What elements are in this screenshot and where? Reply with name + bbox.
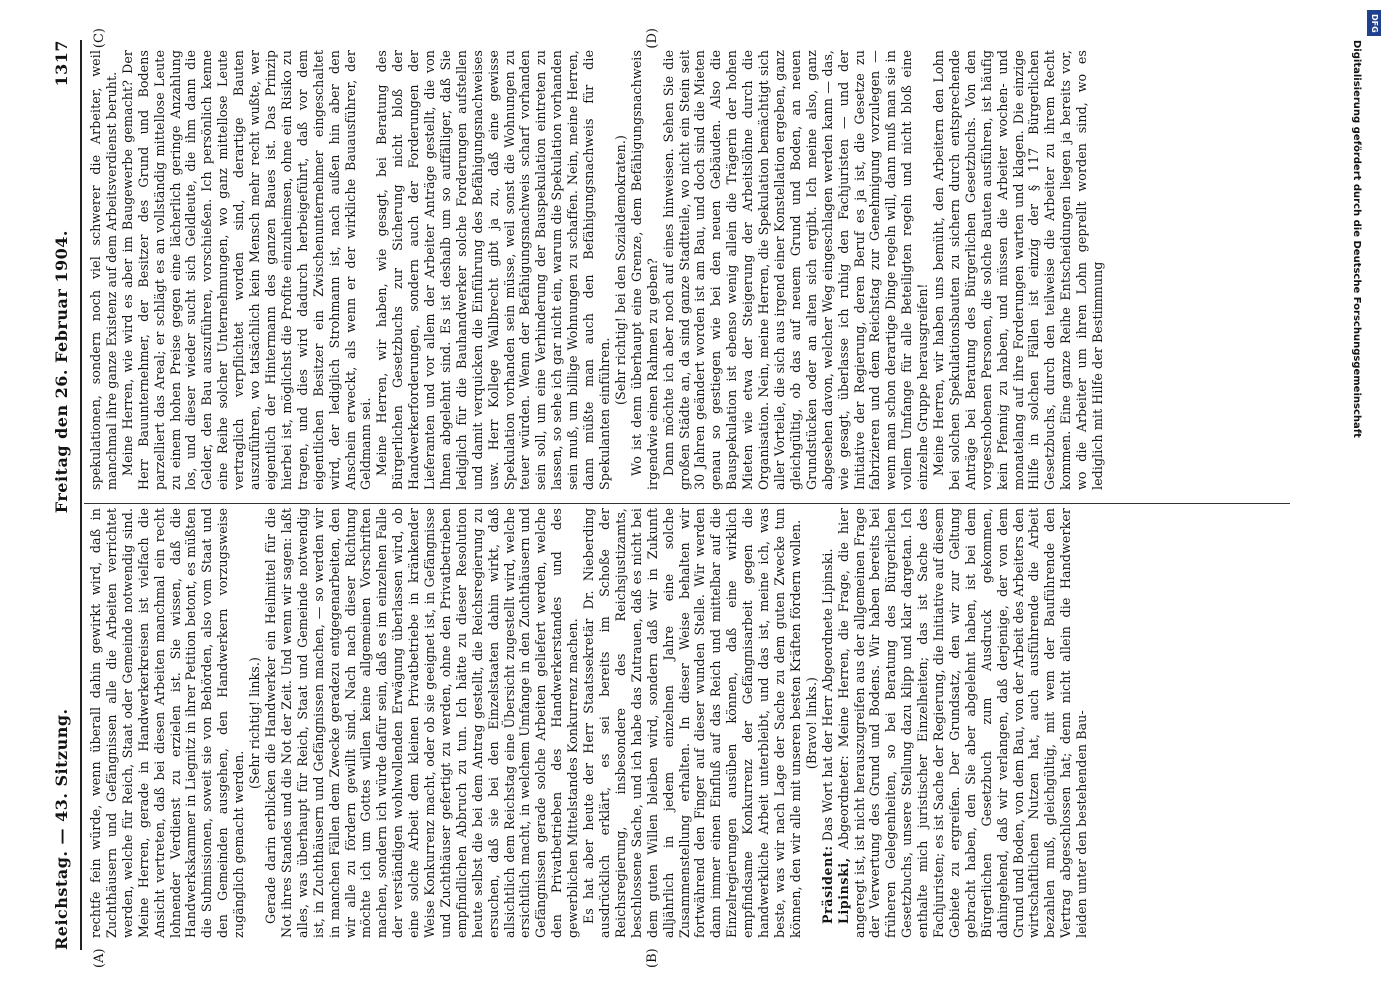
president-label: Präsident: <box>819 845 835 924</box>
right-paragraph-4: Wo ist denn überhaupt eine Grenze, dem Befähigungsnachweis irgendwie einen Rahmen zu geben? <box>628 50 660 490</box>
margin-marker-c: (C) <box>92 28 107 49</box>
session-title: Reichstag. — 43. Sitzung. <box>52 708 71 950</box>
right-paragraph-3: Meine Herren, wir haben, wie gesagt, bei Beratung des Bürgerlichen Gesetzbuchs zur Sicherung nicht bloß der Handwerkerforderungen, sondern auch der Forderungen der Lieferanten und vor allem der Arbeiter Anträge gestellt, die von Ihnen abgelehnt sind. Es ist deshalb um so auffälliger, daß Sie lediglich für die Bauhandwerker solche Forderungen aufstellen und damit verquicken die Einführung des Befähigungsnachweises usw. Herr Kollege Wallbrecht gibt ja zu, daß eine gewisse Spekulation vorhanden sein müsse, weil sonst die Wohnungen zu teuer würden. Wenn der Befähigungsnachweis scharf vorhanden sein soll, um eine Verhinderung der Bauspekulation eintreten zu lassen, so sehe ich gar nicht ein, warum die Spekulation vorhanden sein muß, um billige Wohnungen zu schaffen. Nein, meine Herren, dann müßte man auch den Befähigungsnachweis für die Spekulanten einführen. <box>374 50 612 490</box>
margin-marker-b: (B) <box>645 948 660 968</box>
right-applause-1: (Sehr richtig! bei den Sozialdemokraten.) <box>612 135 628 405</box>
right-paragraph-2: Meine Herren, wie wird es aber im Baugewerbe gemacht? Der Herr Bauunternehmer, der Besitzer des Grund und Bodens parzelliert das Areal; er schlägt es an vollständig mittellose Leute zu einem hohen Preise gegen eine lächerlich geringe Anzahlung los, und dieser wieder sucht sich Geldleute, die ihm dann die Gelder, den Bau auszuführen, vorschießen. Ich persönlich kenne eine Reihe solcher Unternehmungen, wo ganz mittellose Leute vertraglich verpflichtet worden sind, derartige Bauten auszuführen, wo tatsächlich kein Mensch mehr recht wußte, wer eigentlich der Hintermann des ganzen Baues ist. Das Prinzip hierbei ist, möglichst die Profite einzuheimsen, ohne ein Risiko zu tragen, und dies wird dadurch herbeigeführt, daß vor dem eigentlichen Besitzer ein Zwischenunternehmer eingeschaltet wird, der lediglich Strohmann ist, nach außen hin aber den Anschein erweckt, als wenn er der wirkliche Bauausführer, der Geldmann sei. <box>119 50 374 490</box>
left-paragraph-1: rechtfe fein würde, wenn überall dahin gewirkt wird, daß in Zuchthäusern und Gefängnissen alle die Arbeiten verrichtet werden, welche für Reich, Staat oder Gemeinde notwendig sind. Meine Herren, gerade in Handwerkerkreisen ist vielfach die Ansicht vertreten, daß bei diesen Arbeiten manchmal ein recht lohnender Verdienst zu erzielen ist. Sie wissen, daß die Handwerkskammer in Liegnitz in ihrer Petition betont, es müßten die Submissionen, soweit sie von Behörden, also vom Staat und den Gemeinden ausgehen, den Handwerkern vorzugsweise zugänglich gemacht werden. <box>88 508 247 938</box>
margin-marker-d: (D) <box>645 28 660 49</box>
page-header <box>50 40 76 950</box>
page-number: 1317 <box>52 40 71 87</box>
header-rule <box>80 40 82 950</box>
speaker-paragraph <box>836 508 1091 938</box>
right-column <box>88 50 1106 490</box>
right-paragraph-1: spekulationen, sondern noch viel schwerer die Arbeiter, weil manchmal ihre ganze Existenz auf dem Arbeitsverdienst beruht. <box>88 50 119 490</box>
left-applause-2: (Bravo! links.) <box>803 676 819 770</box>
left-applause-1: (Sehr richtig! links.) <box>247 657 263 789</box>
left-column <box>88 508 1090 938</box>
right-paragraph-5: Dann möchte ich aber noch auf eines hinweisen. Sehen Sie die großen Städte an, da sind ganze Stadtteile, wo nicht ein Stein seit 30 Jahren geändert worden ist am Bau, und doch sind die Mieten genau so gestiegen wie bei den neuen Gebäuden. Also die Bauspekulation ist ebenso wenig allein die Trägerin der hohen Mieten wie etwa der Steigerung der Arbeitslöhne durch die Organisation. Nein, meine Herren, die Spekulation bemächtigt sich aller Vorteile, die sich aus irgend einer Konstellation ergeben, ganz gleichgültig, ob das auf neuem Grund und Boden, an neuen Grundstücken oder an alten sich ergibt. Ich meine also, ganz abgesehen davon, welcher Weg eingeschlagen werden kann — das, wie gesagt, überlasse ich ruhig den Fachjuristen — und der Initiative der Regierung, deren Beruf es ja ist, die Gesetze zu fabrizieren und dem Reichstag zur Genehmigung vorzulegen — wenn man schon derartige Dinge regeln will, dann muß man sie in vollem Umfange für alle Beteiligten regeln und nicht bloß eine einzelne Gruppe herausgreifen! <box>660 50 931 490</box>
left-paragraph-3: Es hat aber heute der Herr Staatssekretär Dr. Nieberding ausdrücklich erklärt, es sei bereits im Schoße der Reichsregierung, insbesondere des Reichsjustizamts, beschlossene Sache, und ich habe das Zutrauen, daß es nicht bei dem guten Willen bleiben wird, sondern daß wir in Zukunft alljährlich in jedem einzelnen Jahre eine solche Zusammenstellung erhalten. In dieser Weise behalten wir fortwährend den Finger auf dieser wunden Stelle. Wir werden dann immer einen Einfluß auf das Reich und mittelbar auf die Einzelregierungen ausüben können, daß eine wirklich empfindsame Konkurrenz der Gefängnisarbeit gegen die handwerkliche Arbeit unterbleibt, und das ist, meine ich, was beste, was wir nach Lage der Sache zu dem guten Zwecke tun können, den wir alle mit unseren besten Kräften fördern wollen. <box>581 508 803 938</box>
right-paragraph-6: Meine Herren, wir haben uns bemüht, den Arbeitern den Lohn bei solchen Spekulationsbauten zu sichern durch entsprechende Anträge bei Beratung des Bürgerlichen Gesetzbuchs. Von den vorgeschobenen Personen, die solche Bauten ausführen, ist häufig kein Pfennig zu haben, und müssen die Arbeiter wochen- und monatelang auf ihre Forderungen warten und klagen. Die einzige Hilfe in solchen Fällen ist einzig der § 117 Bürgerlichen Gesetzbuchs, durch den teilweise die Arbeiter zu ihrem Recht kommen. Eine ganze Reihe Entscheidungen liegen ja bereits vor, wo die Arbeiter um ihren Lohn geprellt worden sind, wo es lediglich mit Hilfe der Bestimmung <box>931 50 1106 490</box>
president-text: Das Wort hat der Herr Abgeordnete Lipinski. <box>819 548 835 842</box>
speaker-label: Lipinski, <box>835 857 851 924</box>
digitization-sidebar <box>1343 0 1383 1000</box>
column-divider <box>84 503 1290 504</box>
margin-marker-a: (A) <box>92 948 107 968</box>
digitization-credit: Digitalisierung gefördert durch die Deutsche Forschungsgemeinschaft <box>1351 40 1362 438</box>
dfg-logo: DFG <box>1367 10 1381 36</box>
president-paragraph <box>820 508 836 938</box>
left-paragraph-2: Gerade darin erblicken die Handwerker ein Heilmittel für die Not ihres Standes und die Not der Zeit. Und wenn wir sagen: laßt alles, was überhaupt für Reich, Staat und Gemeinde notwendig ist, in Zuchthäusern und Gefängnissen machen, — so werden wir in manchen Fällen dem Zwecke geradezu entgegenarbeiten, den wir alle zu fördern gewillt sind. Nach nach dieser Richtung möchte ich um Gottes willen keine allgemeinen Vorschriften machen, sondern ich würde dafür sein, daß es im einzelnen Falle der verständigen wohlwollenden Erwägung überlassen wird, ob eine solche Arbeit dem kleinen Privatbetriebe in kränkender Weise Konkurrenz macht, oder ob sie geeignet ist, in Gefängnisse und Zuchthäuser gefertigt zu werden, ohne den Privatbetrieben empfindlichen Abbruch zu tun. Ich hätte zu dieser Resolution heute selbst die bei dem Antrag gestellt, die Reichsregierung zu ersuchen, daß sie bei den Einzelstaaten dahin wirkt, daß allsichtlich dem Reichstag eine Übersicht zugestellt wird, welche ersichtlich macht, in welchem Umfange in den Zuchthäusern und Gefängnissen gerade solche Arbeiten geliefert werden, welche den Privatbetrieben des Handwerkerstandes und des gewerblichen Mittelstandes Konkurrenz machen. <box>262 508 581 938</box>
session-date: Freitag den 26. Februar 1904. <box>52 230 71 514</box>
speaker-text: Abgeordneter: Meine Herren, die Frage, die hier angeregt ist, ist nicht herauszugreifen aus der allgemeinen Frage der Verwertung des Grund und Bodens. Wir haben bereits bei früheren Gelegenheiten, so bei Beratung des Bürgerlichen Gesetzbuchs, unsere Stellung dazu klipp und klar dargetan. Ich enthalte mich juristischer Einzelheiten; das ist Sache des Fachjuristen; es ist Sache der Regierung, die Initiative auf diesem Gebiete zu ergreifen. Der Grundsatz, den wir zur Geltung gebracht haben, den Sie aber abgelehnt haben, ist bei dem Bürgerlichen Gesetzbuch zum Ausdruck gekommen, dahingehend, daß wir verlangen, daß derjenige, der von dem Grund und Boden, von dem Bau, von der Arbeit des Arbeiters den wirtschaftlichen Nutzen hat, auch ausführende die Arbeit bezahlen muß, gleichgültig, mit wem der Bauführende den Vertrag abgeschlossen hat; denn nicht allein die Handwerker leiden unter den bestehenden Bau- <box>835 508 1090 938</box>
